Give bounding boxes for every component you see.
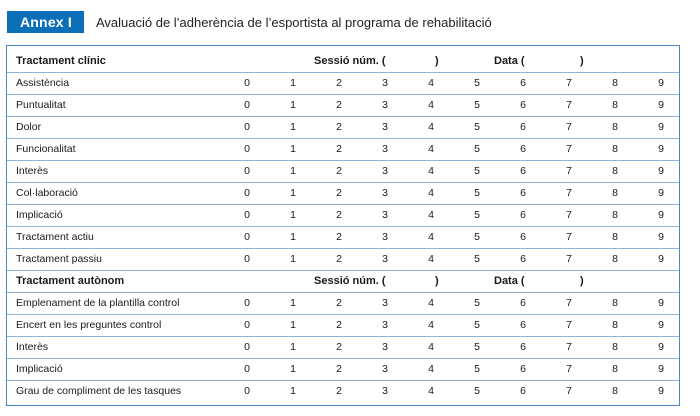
score-option-3[interactable]: 3: [382, 99, 388, 111]
score-option-4[interactable]: 4: [428, 187, 434, 199]
score-option-3[interactable]: 3: [382, 363, 388, 375]
score-option-2[interactable]: 2: [336, 231, 342, 243]
score-option-8[interactable]: 8: [612, 385, 618, 397]
score-option-9[interactable]: 9: [658, 121, 664, 133]
score-option-6[interactable]: 6: [520, 209, 526, 221]
score-option-6[interactable]: 6: [520, 385, 526, 397]
score-option-7[interactable]: 7: [566, 187, 572, 199]
score-option-9[interactable]: 9: [658, 341, 664, 353]
date-close: ): [580, 275, 584, 287]
score-option-8[interactable]: 8: [612, 99, 618, 111]
score-option-4[interactable]: 4: [428, 231, 434, 243]
score-option-5[interactable]: 5: [474, 253, 480, 265]
score-option-7[interactable]: 7: [566, 209, 572, 221]
criterion-label: Funcionalitat: [16, 143, 76, 155]
criterion-label: Interès: [16, 341, 49, 353]
score-option-3[interactable]: 3: [382, 297, 388, 309]
score-option-0[interactable]: 0: [244, 209, 250, 221]
score-option-7[interactable]: 7: [566, 385, 572, 397]
score-option-5[interactable]: 5: [474, 165, 480, 177]
score-option-1[interactable]: 1: [290, 319, 296, 331]
score-option-0[interactable]: 0: [244, 143, 250, 155]
score-option-0[interactable]: 0: [244, 363, 250, 375]
score-option-6[interactable]: 6: [520, 187, 526, 199]
score-option-7[interactable]: 7: [566, 121, 572, 133]
score-option-7[interactable]: 7: [566, 341, 572, 353]
criterion-label: Assistència: [16, 77, 70, 89]
rating-row: [7, 380, 679, 402]
score-option-7[interactable]: 7: [566, 319, 572, 331]
score-option-0[interactable]: 0: [244, 165, 250, 177]
score-option-6[interactable]: 6: [520, 297, 526, 309]
score-option-0[interactable]: 0: [244, 77, 250, 89]
rating-row: [7, 336, 679, 359]
score-option-3[interactable]: 3: [382, 231, 388, 243]
score-option-4[interactable]: 4: [428, 99, 434, 111]
score-option-2[interactable]: 2: [336, 121, 342, 133]
score-option-2[interactable]: 2: [336, 187, 342, 199]
score-option-1[interactable]: 1: [290, 187, 296, 199]
criterion-label: Dolor: [16, 121, 42, 133]
rating-row: [7, 138, 679, 161]
criterion-label: Implicació: [16, 209, 63, 221]
rating-row: [7, 72, 679, 95]
score-option-0[interactable]: 0: [244, 187, 250, 199]
criterion-label: Col·laboració: [16, 187, 78, 199]
score-option-3[interactable]: 3: [382, 209, 388, 221]
score-option-5[interactable]: 5: [474, 319, 480, 331]
rating-row: [7, 182, 679, 205]
score-option-6[interactable]: 6: [520, 231, 526, 243]
score-option-1[interactable]: 1: [290, 77, 296, 89]
score-option-7[interactable]: 7: [566, 99, 572, 111]
score-option-3[interactable]: 3: [382, 187, 388, 199]
score-option-9[interactable]: 9: [658, 143, 664, 155]
score-option-4[interactable]: 4: [428, 143, 434, 155]
score-option-2[interactable]: 2: [336, 385, 342, 397]
rating-row: [7, 248, 679, 271]
score-option-5[interactable]: 5: [474, 209, 480, 221]
score-option-0[interactable]: 0: [244, 297, 250, 309]
score-option-9[interactable]: 9: [658, 253, 664, 265]
score-option-7[interactable]: 7: [566, 253, 572, 265]
score-option-2[interactable]: 2: [336, 99, 342, 111]
score-option-9[interactable]: 9: [658, 77, 664, 89]
score-option-8[interactable]: 8: [612, 253, 618, 265]
rating-row: [7, 204, 679, 227]
score-option-8[interactable]: 8: [612, 319, 618, 331]
score-option-7[interactable]: 7: [566, 77, 572, 89]
score-option-8[interactable]: 8: [612, 209, 618, 221]
score-option-2[interactable]: 2: [336, 341, 342, 353]
annex-title: Avaluació de l’adherència de l’esportista al programa de rehabilitació: [95, 14, 492, 30]
score-option-6[interactable]: 6: [520, 121, 526, 133]
score-option-5[interactable]: 5: [474, 297, 480, 309]
date-close: ): [580, 55, 584, 67]
score-option-5[interactable]: 5: [474, 187, 480, 199]
score-option-2[interactable]: 2: [336, 165, 342, 177]
score-option-9[interactable]: 9: [658, 99, 664, 111]
score-option-8[interactable]: 8: [612, 363, 618, 375]
session-number-label: Sessió núm. (: [314, 55, 386, 67]
criterion-label: Emplenament de la plantilla control: [16, 297, 180, 309]
score-option-9[interactable]: 9: [658, 209, 664, 221]
session-number-close: ): [435, 275, 439, 287]
score-option-7[interactable]: 7: [566, 165, 572, 177]
score-option-8[interactable]: 8: [612, 341, 618, 353]
score-option-9[interactable]: 9: [658, 385, 664, 397]
score-option-8[interactable]: 8: [612, 297, 618, 309]
score-option-9[interactable]: 9: [658, 187, 664, 199]
score-option-1[interactable]: 1: [290, 341, 296, 353]
score-option-6[interactable]: 6: [520, 77, 526, 89]
criterion-label: Puntualitat: [16, 99, 66, 111]
score-option-1[interactable]: 1: [290, 385, 296, 397]
score-option-6[interactable]: 6: [520, 143, 526, 155]
rating-row: [7, 116, 679, 139]
criterion-label: Encert en les preguntes control: [16, 319, 162, 331]
score-option-4[interactable]: 4: [428, 209, 434, 221]
date-label: Data (: [494, 55, 525, 67]
criterion-label: Tractament actiu: [16, 231, 94, 243]
rating-row: [7, 226, 679, 249]
score-option-8[interactable]: 8: [612, 77, 618, 89]
score-option-0[interactable]: 0: [244, 253, 250, 265]
score-option-7[interactable]: 7: [566, 143, 572, 155]
score-option-1[interactable]: 1: [290, 297, 296, 309]
score-option-9[interactable]: 9: [658, 231, 664, 243]
score-option-2[interactable]: 2: [336, 143, 342, 155]
section-header-row: [7, 270, 679, 293]
score-option-7[interactable]: 7: [566, 363, 572, 375]
score-option-5[interactable]: 5: [474, 231, 480, 243]
score-option-9[interactable]: 9: [658, 297, 664, 309]
rating-row: [7, 94, 679, 117]
score-option-5[interactable]: 5: [474, 143, 480, 155]
score-option-2[interactable]: 2: [336, 209, 342, 221]
score-option-7[interactable]: 7: [566, 231, 572, 243]
score-option-1[interactable]: 1: [290, 253, 296, 265]
score-option-2[interactable]: 2: [336, 297, 342, 309]
score-option-7[interactable]: 7: [566, 297, 572, 309]
criterion-label: Interès: [16, 165, 49, 177]
criterion-label: Tractament passiu: [16, 253, 102, 265]
score-option-1[interactable]: 1: [290, 143, 296, 155]
rating-row: [7, 314, 679, 337]
score-option-1[interactable]: 1: [290, 99, 296, 111]
score-option-2[interactable]: 2: [336, 253, 342, 265]
date-label: Data (: [494, 275, 525, 287]
session-number-label: Sessió núm. (: [314, 275, 386, 287]
score-option-0[interactable]: 0: [244, 121, 250, 133]
score-option-4[interactable]: 4: [428, 363, 434, 375]
score-option-0[interactable]: 0: [244, 231, 250, 243]
rating-row: [7, 358, 679, 381]
score-option-3[interactable]: 3: [382, 319, 388, 331]
score-option-4[interactable]: 4: [428, 121, 434, 133]
session-number-close: ): [435, 55, 439, 67]
score-option-9[interactable]: 9: [658, 319, 664, 331]
annex-badge: Annex I: [7, 11, 84, 33]
adherence-form: [6, 45, 680, 406]
score-option-3[interactable]: 3: [382, 341, 388, 353]
score-option-9[interactable]: 9: [658, 363, 664, 375]
rating-row: [7, 292, 679, 315]
score-option-4[interactable]: 4: [428, 385, 434, 397]
score-option-0[interactable]: 0: [244, 99, 250, 111]
score-option-4[interactable]: 4: [428, 297, 434, 309]
score-option-5[interactable]: 5: [474, 121, 480, 133]
score-option-5[interactable]: 5: [474, 363, 480, 375]
criterion-label: Grau de compliment de les tasques: [16, 385, 182, 397]
score-option-6[interactable]: 6: [520, 363, 526, 375]
score-option-3[interactable]: 3: [382, 77, 388, 89]
score-option-5[interactable]: 5: [474, 99, 480, 111]
score-option-4[interactable]: 4: [428, 165, 434, 177]
score-option-1[interactable]: 1: [290, 231, 296, 243]
score-option-8[interactable]: 8: [612, 143, 618, 155]
score-option-8[interactable]: 8: [612, 231, 618, 243]
score-option-3[interactable]: 3: [382, 165, 388, 177]
section-title: Tractament clínic: [16, 55, 106, 67]
section-title: Tractament autònom: [16, 275, 125, 287]
score-option-8[interactable]: 8: [612, 121, 618, 133]
score-option-1[interactable]: 1: [290, 363, 296, 375]
score-option-5[interactable]: 5: [474, 385, 480, 397]
score-option-2[interactable]: 2: [336, 77, 342, 89]
score-option-3[interactable]: 3: [382, 253, 388, 265]
score-option-0[interactable]: 0: [244, 385, 250, 397]
score-option-4[interactable]: 4: [428, 319, 434, 331]
score-option-1[interactable]: 1: [290, 121, 296, 133]
score-option-8[interactable]: 8: [612, 187, 618, 199]
score-option-3[interactable]: 3: [382, 143, 388, 155]
score-option-6[interactable]: 6: [520, 319, 526, 331]
score-option-2[interactable]: 2: [336, 363, 342, 375]
section-header-row: [7, 50, 679, 73]
score-option-6[interactable]: 6: [520, 341, 526, 353]
score-option-4[interactable]: 4: [428, 253, 434, 265]
rating-row: [7, 160, 679, 183]
score-option-0[interactable]: 0: [244, 319, 250, 331]
score-option-2[interactable]: 2: [336, 319, 342, 331]
annex-header: [7, 11, 492, 33]
score-option-3[interactable]: 3: [382, 385, 388, 397]
score-option-4[interactable]: 4: [428, 77, 434, 89]
criterion-label: Implicació: [16, 363, 63, 375]
score-option-4[interactable]: 4: [428, 341, 434, 353]
score-option-6[interactable]: 6: [520, 253, 526, 265]
score-option-5[interactable]: 5: [474, 341, 480, 353]
score-option-0[interactable]: 0: [244, 341, 250, 353]
score-option-9[interactable]: 9: [658, 165, 664, 177]
score-option-6[interactable]: 6: [520, 165, 526, 177]
score-option-3[interactable]: 3: [382, 121, 388, 133]
score-option-8[interactable]: 8: [612, 165, 618, 177]
score-option-5[interactable]: 5: [474, 77, 480, 89]
score-option-1[interactable]: 1: [290, 165, 296, 177]
score-option-1[interactable]: 1: [290, 209, 296, 221]
score-option-6[interactable]: 6: [520, 99, 526, 111]
